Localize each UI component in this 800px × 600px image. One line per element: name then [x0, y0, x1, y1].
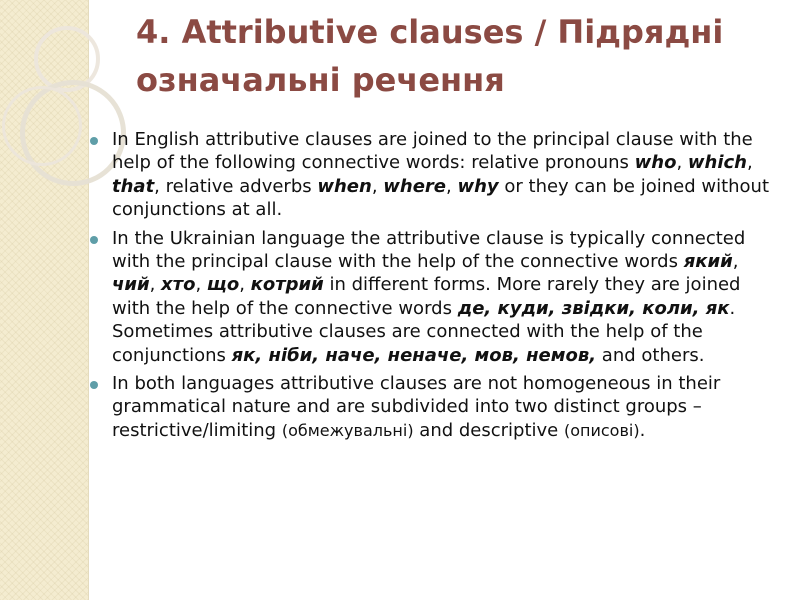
bullet-icon [90, 381, 98, 389]
bullet-item-english: In English attributive clauses are joined to the principal clause with the help of the following connective words: relative pronouns who, which, that, relative adverbs when, where, why or they can be joined without conjunctions at all. [90, 128, 778, 222]
connective-words-group: де, куди, звідки, коли, як [457, 297, 730, 319]
connective-word: котрий [250, 274, 324, 296]
connective-word: when [317, 175, 372, 197]
connective-word: що [206, 274, 240, 296]
slide-title [136, 8, 786, 104]
connective-word: хто [161, 274, 196, 296]
bullet-icon [90, 236, 98, 244]
bullet-icon [90, 137, 98, 145]
slide-title-line-2: означальні речення [136, 61, 505, 99]
connective-word: why [457, 175, 499, 197]
bullet-item-both-languages: In both languages attributive clauses are not homogeneous in their grammatical nature and are subdivided into two distinct groups – restrictive/limiting (обмежувальні) and descriptive (описові). [90, 372, 778, 442]
connective-word: where [383, 175, 447, 197]
connective-word: чий [112, 274, 150, 296]
bullet-list [90, 128, 778, 447]
connective-word: який [683, 251, 733, 273]
bullet-item-ukrainian: In the Ukrainian language the attributive clause is typically connected with the principal clause with the help of the connective words який, чий, хто, що, котрий in different forms. More rarely they are joined with the help of the connective words де, куди, звідки, коли, як. Sometimes attributive clauses are connected with the help of the conjunctions як, ніби, наче, неначе, мов, немов, and others. [90, 227, 778, 367]
connective-word: which [687, 152, 747, 174]
decorative-left-band [0, 0, 89, 600]
connective-word: who [634, 152, 677, 174]
connective-word: that [112, 175, 155, 197]
ukrainian-term: (описові) [563, 420, 640, 440]
ukrainian-term: (обмежувальні) [281, 420, 414, 440]
slide-title-line-1: 4. Attributive clauses / Підрядні [136, 13, 724, 51]
conjunctions-group: як, ніби, наче, неначе, мов, немов, [231, 344, 597, 366]
